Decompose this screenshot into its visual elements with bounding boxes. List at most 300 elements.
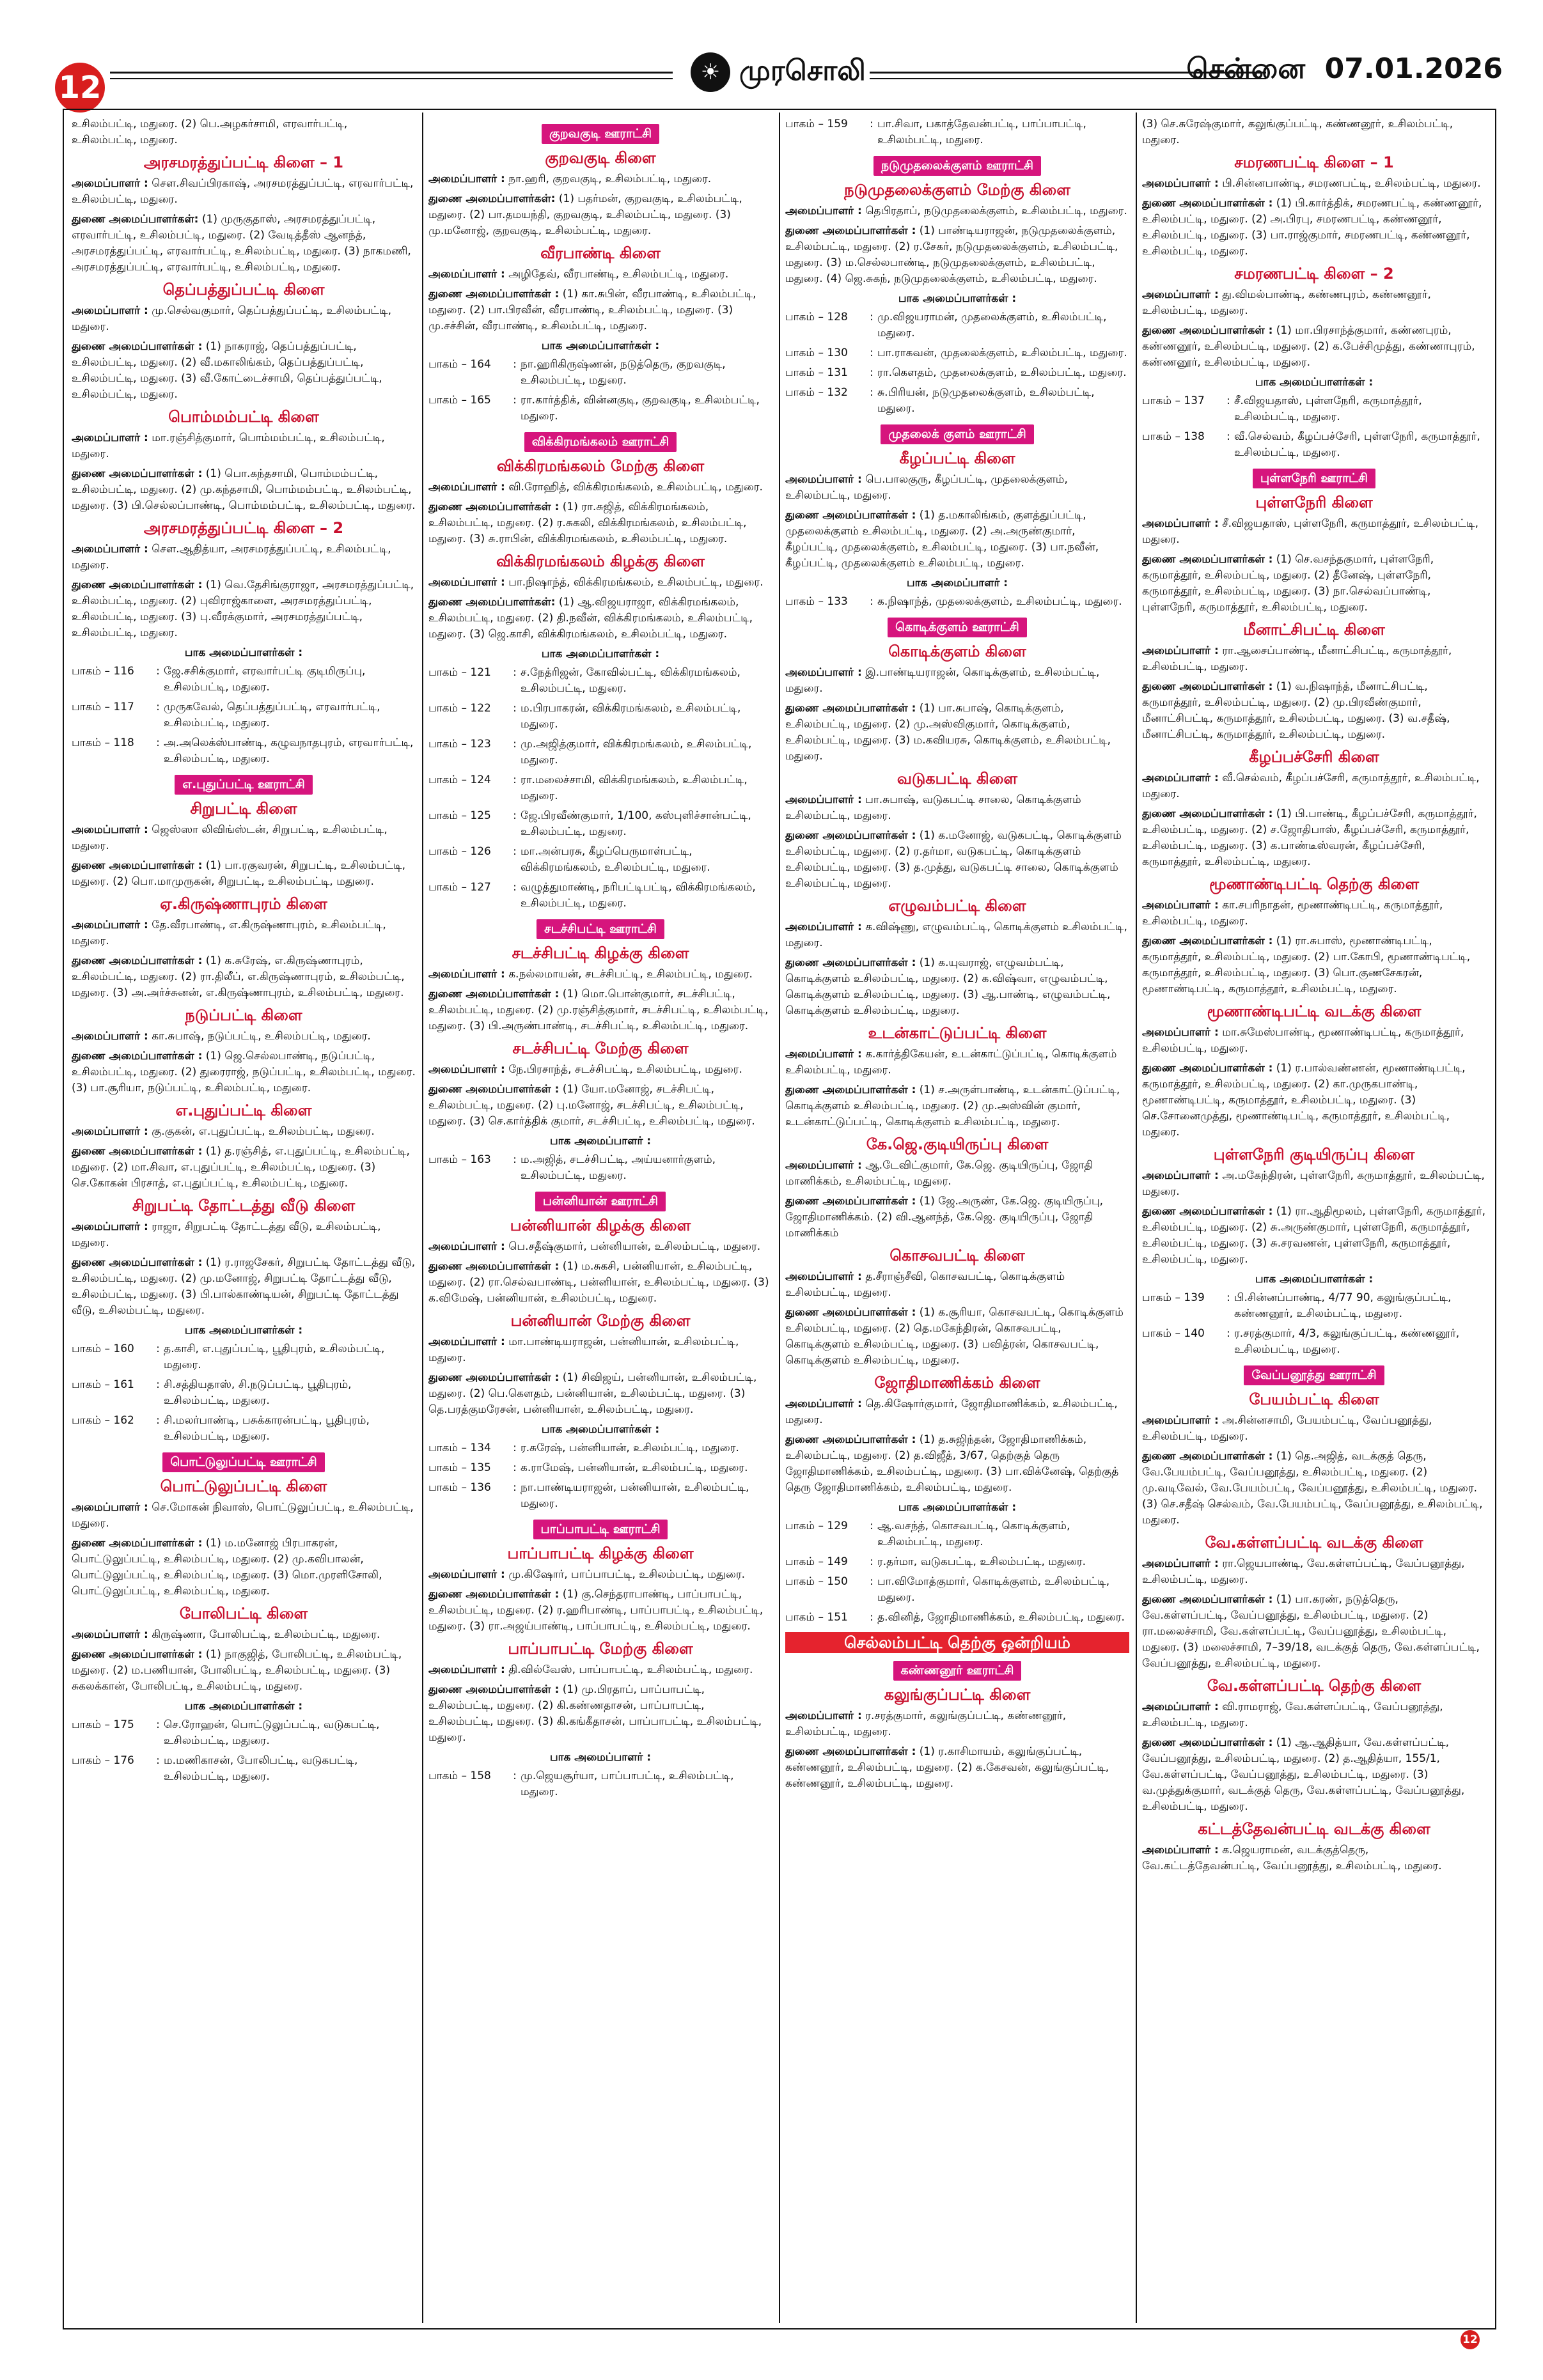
booth-number: பாகம் – 132 xyxy=(785,386,848,399)
booth-separator: : xyxy=(513,738,517,751)
booth-separator: : xyxy=(513,809,517,822)
booth-number: பாகம் – 117 xyxy=(72,701,134,713)
page-number-badge: 12 xyxy=(55,63,105,113)
booth-organiser: ஜே.பிரவீண்குமார், 1/100, கஸ்புளிச்சான்பட்டி, உசிலம்பட்டி, மதுரை. xyxy=(521,809,751,838)
role-label: துணை அமைப்பாளர்கள் : xyxy=(785,702,916,715)
role-label: அமைப்பாளர் : xyxy=(428,576,505,589)
member-entry xyxy=(785,508,1129,572)
member-details: வீ.செல்வம், கீழப்பச்சேரி, கருமாத்தூர், உசிலம்பட்டி, மதுரை. xyxy=(1142,772,1480,800)
member-entry xyxy=(428,1334,772,1366)
member-details: நே.பிரசாந்த், சடச்சிபட்டி, உசிலம்பட்டி, மதுரை. xyxy=(508,1063,742,1076)
role-label: அமைப்பாளர் : xyxy=(428,968,505,981)
booth-separator: : xyxy=(156,1718,160,1731)
member-entry xyxy=(428,1662,772,1678)
column-divider xyxy=(779,113,780,2323)
role-label: அமைப்பாளர் : xyxy=(428,481,505,494)
booth-entry xyxy=(428,1440,772,1456)
booth-section-heading: பாக அமைப்பாளர்கள் : xyxy=(184,646,303,659)
member-details: ஜெஸ்ஸா லிவிங்ஸ்டன், சிறுபட்டி, உசிலம்பட்டி, மதுரை. xyxy=(72,823,388,852)
role-label: துணை அமைப்பாளர்கள் : xyxy=(785,1084,916,1096)
member-details: (1) கா.சுபின், வீரபாண்டி, உசிலம்பட்டி, மதுரை. (2) பா.பிரவீன், வீரபாண்டி, உசிலம்பட்டி, மதுரை. (3) மு.சச்சின், வீரபாண்டி, உசிலம்பட்டி, மதுரை. xyxy=(428,288,756,332)
member-details: பா.நிஷாந்த், விக்கிரமங்கலம், உசிலம்பட்டி, மதுரை. xyxy=(508,576,764,589)
panchayat-banner-label: பாப்பாபட்டி ஊராட்சி xyxy=(533,1520,668,1539)
member-details: க.கார்த்திகேயன், உடன்காட்டுப்பட்டி, கொடிக்குளம் உசிலம்பட்டி, மதுரை. xyxy=(785,1048,1117,1077)
booth-section-heading: பாக அமைப்பாளர் : xyxy=(549,1135,652,1147)
member-details: (1) த.மகாலிங்கம், குளத்துப்பட்டி, முதலைக்குளம் உசிலம்பட்டி, மதுரை. (2) அ.அருண்குமார், கீழப்பட்டி, முதலைக்குளம், உசிலம்பட்டி, மதுரை. (3) பா.நவீன், கீழப்பட்டி, முதலைக்குளம் உசிலம்பட்டி, மதுரை. xyxy=(785,509,1099,570)
branch-heading: கட்டத்தேவன்பட்டி வடக்கு கிளை xyxy=(1198,1820,1430,1838)
role-label: அமைப்பாளர் : xyxy=(428,173,505,185)
booth-organiser: பி.சின்னப்பாண்டி, 4/77 90, கலுங்குப்பட்டி, கண்ணனூர், உசிலம்பட்டி, மதுரை. xyxy=(1234,1291,1452,1320)
booth-organiser: ர.சுரேஷ், பன்னியான், உசிலம்பட்டி, மதுரை. xyxy=(521,1442,739,1454)
booth-separator: : xyxy=(156,1414,160,1427)
member-entry xyxy=(785,665,1129,697)
role-label: அமைப்பாளர் : xyxy=(1142,644,1219,657)
member-entry xyxy=(72,577,416,641)
panchayat-banner xyxy=(72,1452,416,1472)
role-label: துணை அமைப்பாளர்கள் : xyxy=(72,1256,203,1269)
member-details: க.நல்லமாயன், சடச்சிபட்டி, உசிலம்பட்டி, மதுரை. xyxy=(508,968,753,981)
column-2 xyxy=(428,116,772,2322)
member-entry xyxy=(72,1500,416,1532)
role-label: துணை அமைப்பாளர்கள் : xyxy=(72,1145,203,1158)
booth-section-heading: பாக அமைப்பாளர்கள் : xyxy=(898,292,1017,305)
booth-organiser: ர.சரத்குமார், 4/3, கலுங்குப்பட்டி, கண்ணனூர், உசிலம்பட்டி, மதுரை. xyxy=(1234,1327,1460,1356)
booth-separator: : xyxy=(156,1754,160,1767)
panchayat-banner-label: வேப்பனூத்து ஊராட்சி xyxy=(1244,1365,1384,1385)
booth-separator: : xyxy=(513,1769,517,1782)
member-details: செ.மோகன் நிவாஸ், பொட்டுலுப்பட்டி, உசிலம்பட்டி, மதுரை. xyxy=(72,1501,414,1530)
booth-number: பாகம் – 151 xyxy=(785,1611,848,1624)
panchayat-banner-label: குறவகுடி ஊராட்சி xyxy=(542,124,659,144)
booth-separator: : xyxy=(1226,394,1230,407)
role-label: துணை அமைப்பாளர்கள் : xyxy=(72,579,203,591)
role-label: அமைப்பாளர் : xyxy=(72,1501,148,1514)
booth-entry xyxy=(428,1460,772,1476)
booth-number: பாகம் – 131 xyxy=(785,366,848,379)
branch-heading: அரசமரத்துப்பட்டி கிளை – 1 xyxy=(143,153,344,171)
member-details: சௌ.ஆதித்யா, அரசமரத்துப்பட்டி, உசிலம்பட்டி, மதுரை. xyxy=(72,543,391,572)
booth-number: பாகம் – 160 xyxy=(72,1342,134,1355)
panchayat-banner xyxy=(72,775,416,795)
role-label: அமைப்பாளர் : xyxy=(72,304,148,317)
member-entry xyxy=(785,828,1129,892)
member-entry xyxy=(1142,1204,1486,1268)
role-label: துணை அமைப்பாளர்கள் : xyxy=(1142,1593,1273,1606)
member-entry xyxy=(1142,323,1486,371)
panchayat-banner-label: எ.புதுப்பட்டி ஊராட்சி xyxy=(175,775,312,795)
booth-separator: : xyxy=(1226,430,1230,443)
member-details: (1) ஆ.ஆதித்யா, வே.கள்ளப்பட்டி, வேப்பனூத்து, உசிலம்பட்டி, மதுரை. (2) த.ஆதித்யா, 155/1, வே.கள்ளப்பட்டி, வேப்பனூத்து, உசிலம்பட்டி, மதுரை. (3) வ.முத்துக்குமார், வடக்குத் தெரு, வே.கள்ளப்பட்டி, வேப்பனூத்து, உசிலம்பட்டி, மதுரை. xyxy=(1142,1736,1465,1813)
booth-separator: : xyxy=(513,358,517,371)
member-entry xyxy=(785,1744,1129,1792)
booth-organiser: வீ.செல்வம், கீழப்பச்சேரி, புள்ளநேரி, கருமாத்தூர், உசிலம்பட்டி, மதுரை. xyxy=(1234,430,1480,459)
booth-separator: : xyxy=(870,118,873,130)
booth-section-heading: பாக அமைப்பாளர் : xyxy=(549,1751,652,1764)
member-details: (1) நாகராஜ், தெப்பத்துப்பட்டி, உசிலம்பட்டி, மதுரை. (2) வீ.மகாலிங்கம், தெப்பத்துப்பட்டி, உசிலம்பட்டி, மதுரை. (3) வீ.கோட்டைச்சாமி, தெப்பத்துப்பட்டி, உசிலம்பட்டி, மதுரை. xyxy=(72,340,382,401)
booth-number: பாகம் – 138 xyxy=(1142,430,1205,443)
booth-separator: : xyxy=(513,702,517,715)
booth-entry xyxy=(1142,393,1486,425)
member-entry xyxy=(785,1432,1129,1496)
member-details: (1) யோ.மனோஜ், சடச்சிபட்டி, உசிலம்பட்டி, மதுரை. (2) பு.மனோஜ், சடச்சிபட்டி, உசிலம்பட்டி, மதுரை. (3) செ.கார்த்திக் குமார், சடச்சிபட்டி, உசிலம்பட்டி, மதுரை. xyxy=(428,1083,755,1128)
member-entry xyxy=(428,1567,772,1583)
member-details: (1) ர.பால்வண்ணன், மூணாண்டிபட்டி, கருமாத்தூர், உசிலம்பட்டி, மதுரை. (2) கா.முருகபாண்டி, மூணாண்டிபட்டி, கருமாத்தூர், உசிலம்பட்டி, மதுரை. (3) செ.சோனைமுத்து, மூணாண்டிபட்டி, கருமாத்தூர், உசிலம்பட்டி, மதுரை. xyxy=(1142,1062,1466,1139)
booth-entry xyxy=(428,808,772,840)
booth-number: பாகம் – 121 xyxy=(428,666,491,679)
branch-heading: வே.கள்ளப்பட்டி வடக்கு கிளை xyxy=(1205,1534,1423,1552)
member-entry xyxy=(72,212,416,276)
member-entry xyxy=(72,339,416,403)
branch-heading: புள்ளநேரி கிளை xyxy=(1255,494,1373,511)
branch-heading: மூணாண்டிபட்டி தெற்கு கிளை xyxy=(1209,875,1419,893)
booth-organiser: மா.அன்பரசு, கீழப்பெருமாள்பட்டி, விக்கிரமங்கலம், உசிலம்பட்டி, மதுரை. xyxy=(521,845,710,874)
member-entry xyxy=(785,1708,1129,1740)
booth-number: பாகம் – 118 xyxy=(72,736,134,749)
role-label: அமைப்பாளர் : xyxy=(72,543,148,556)
member-entry xyxy=(72,1144,416,1192)
branch-heading: குறவகுடி கிளை xyxy=(545,149,656,167)
member-entry xyxy=(1142,1592,1486,1672)
member-details: தெபிரதாப், நடுமுதலைக்குளம், உசிலம்பட்டி, மதுரை. xyxy=(865,205,1127,217)
role-label: துணை அமைப்பாளர்கள் : xyxy=(72,1648,203,1661)
panchayat-banner xyxy=(428,919,772,939)
member-details: (1) பி.பாண்டி, கீழப்பச்சேரி, கருமாத்தூர், உசிலம்பட்டி, மதுரை. (2) ச.ஜோதிபாஸ், கீழப்பச்சேரி, கருமாத்தூர், உசிலம்பட்டி, மதுரை. (3) க.பாண்டீஸ்வரன், கீழப்பச்சேரி, கருமாத்தூர், உசிலம்பட்டி, மதுரை. xyxy=(1142,807,1477,868)
booth-entry xyxy=(1142,1326,1486,1358)
member-details: து.விமல்பாண்டி, கண்ணபுரம், கண்ணனூர், உசிலம்பட்டி, மதுரை. xyxy=(1142,288,1431,317)
role-label: அமைப்பாளர் : xyxy=(785,205,862,217)
member-entry xyxy=(785,919,1129,951)
role-label: துணை அமைப்பாளர்கள் : xyxy=(1142,807,1273,820)
member-details: (1) தெ.அஜித், வடக்குத் தெரு, வே.பேயம்பட்டி, வேப்பனூத்து, உசிலம்பட்டி, மதுரை. (2) மு.வடிவேல், வே.பேயம்பட்டி, வேப்பனூத்து, உசிலம்பட்டி, மதுரை. (3) செ.சதீஷ் செல்வம், வே.பேயம்பட்டி, வேப்பனூத்து, உசிலம்பட்டி, மதுரை. xyxy=(1142,1450,1483,1527)
member-entry xyxy=(785,1396,1129,1428)
member-entry xyxy=(428,1259,772,1307)
member-details: மா.பாண்டியராஜன், பன்னியான், உசிலம்பட்டி, மதுரை. xyxy=(428,1335,739,1364)
branch-heading: சிறுபட்டி கிளை xyxy=(190,800,297,818)
booth-entry xyxy=(785,594,1129,610)
member-details: (1) சிவிஜய், பன்னியான், உசிலம்பட்டி, மதுரை. (2) பெ.கௌதம், பன்னியான், உசிலம்பட்டி, மதுரை. (3) தெ.பரத்குமரேசன், பன்னியான், உசிலம்பட்டி, மதுரை. xyxy=(428,1371,757,1416)
booth-organiser: சி.சத்தியதாஸ், சி.நடுப்பட்டி, பூதிபுரம், உசிலம்பட்டி, மதுரை. xyxy=(164,1378,352,1407)
column-3 xyxy=(785,116,1129,2322)
member-entry xyxy=(72,1219,416,1251)
booth-separator: : xyxy=(1226,1291,1230,1304)
member-entry xyxy=(785,792,1129,824)
panchayat-banner-label: கண்ணனூர் ஊராட்சி xyxy=(893,1661,1022,1681)
branch-heading: கொடிக்குளம் கிளை xyxy=(888,642,1026,660)
booth-section-heading: பாக அமைப்பாளர்கள் : xyxy=(541,1423,660,1436)
member-details: (3) செ.சுரேஷ்குமார், கலுங்குப்பட்டி, கண்ணனூர், உசிலம்பட்டி, மதுரை. xyxy=(1142,118,1453,146)
member-details: (1) ரா.ஆதிமூலம், புள்ளநேரி, கருமாத்தூர், உசிலம்பட்டி, மதுரை. (2) சு.அருண்குமார், புள்ளநேரி, கருமாத்தூர், உசிலம்பட்டி, மதுரை. (3) சு.சரவணன், புள்ளநேரி, கருமாத்தூர், உசிலம்பட்டி, மதுரை. xyxy=(1142,1205,1485,1266)
branch-heading: பன்னியான் மேற்கு கிளை xyxy=(510,1312,691,1330)
branch-heading: விக்கிரமங்கலம் கிழக்கு கிளை xyxy=(496,552,705,570)
booth-number: பாகம் – 162 xyxy=(72,1414,134,1427)
member-details: (1) க.யுவராஜ், எழுவம்பட்டி, கொடிக்குளம் உசிலம்பட்டி, மதுரை. (2) க.விஷ்வா, எழுவம்பட்டி, கொடிக்குளம் உசிலம்பட்டி, மதுரை. (3) ஆ.பாண்டி, எழுவம்பட்டி, கொடிக்குளம் உசிலம்பட்டி, மதுரை. xyxy=(785,956,1111,1017)
booth-separator: : xyxy=(156,1342,160,1355)
booth-organiser: பா.சிவா, பகாத்தேவன்பட்டி, பாப்பாபட்டி, உசிலம்பட்டி, மதுரை. xyxy=(877,118,1086,146)
member-details: க.விஷ்ணு, எழுவம்பட்டி, கொடிக்குளம் உசிலம்பட்டி, மதுரை. xyxy=(785,921,1127,949)
booth-number: பாகம் – 163 xyxy=(428,1153,491,1166)
role-label: அமைப்பாளர் : xyxy=(428,1240,505,1253)
member-details: மு.கிஷோர், பாப்பாபட்டி, உசிலம்பட்டி, மதுரை. xyxy=(508,1568,746,1581)
branch-heading: நடுப்பட்டி கிளை xyxy=(185,1006,302,1024)
role-label: அமைப்பாளர் : xyxy=(785,473,862,486)
booth-organiser: ஆ.வசந்த், கொசவபட்டி, கொடிக்குளம், உசிலம்பட்டி, மதுரை. xyxy=(877,1520,1070,1548)
role-label: அமைப்பாளர் : xyxy=(72,432,148,444)
role-label: அமைப்பாளர் : xyxy=(1142,1700,1219,1713)
role-label: அமைப்பாளர் : xyxy=(72,1030,148,1043)
branch-heading: உடன்காட்டுப்பட்டி கிளை xyxy=(868,1024,1047,1042)
booth-entry xyxy=(72,699,416,731)
panchayat-banner xyxy=(428,124,772,144)
branch-heading: கொசவபட்டி கிளை xyxy=(889,1247,1025,1264)
member-details: (1) மா.பிரசாந்த்குமார், கண்ணபுரம், கண்ணனூர், உசிலம்பட்டி, மதுரை. (2) க.பேச்சிமுத்து, கண்ணாபுரம், கண்ணனூர், உசிலம்பட்டி, மதுரை. xyxy=(1142,324,1475,369)
role-label: அமைப்பாளர் : xyxy=(1142,288,1219,301)
masthead-rule-left-thin xyxy=(110,78,673,79)
column-4 xyxy=(1142,116,1486,2322)
member-details: (1) ரா.சுபாஸ், மூணாண்டிபட்டி, கருமாத்தூர், உசிலம்பட்டி, மதுரை. (2) பா.கோபி, மூணாண்டிபட்டி, கருமாத்தூர், உசிலம்பட்டி, மதுரை. (3) பொ.குணசேகரன், மூணாண்டிபட்டி, கருமாத்தூர், உசிலம்பட்டி, மதுரை. xyxy=(1142,935,1471,995)
booth-organiser: சீ.விஜயதாஸ், புள்ளநேரி, கருமாத்தூர், உசிலம்பட்டி, மதுரை. xyxy=(1234,394,1422,423)
role-label: அமைப்பாளர் : xyxy=(1142,517,1219,530)
booth-number: பாகம் – 133 xyxy=(785,595,848,608)
booth-number: பாகம் – 158 xyxy=(428,1769,491,1782)
member-details: ராஜா, சிறுபட்டி தோட்டத்து வீடு, உசிலம்பட்டி, மதுரை. xyxy=(72,1220,381,1249)
member-details: (1) த.சுஜிந்தன், ஜோதிமாணிக்கம், உசிலம்பட்டி, மதுரை. (2) த.விஜீத், 3/67, தெற்குத் தெரு ஜோதிமாணிக்கம், உசிலம்பட்டி, மதுரை. (3) பா.விக்னேஷ், தெற்குத் தெரு ஜோதிமாணிக்கம், உசிலம்பட்டி, மதுரை. xyxy=(785,1433,1119,1494)
union-banner: செல்லம்பட்டி தெற்கு ஒன்றியம் xyxy=(785,1632,1129,1653)
member-entry xyxy=(428,1587,772,1635)
booth-organiser: க.ராமேஷ், பன்னியான், உசிலம்பட்டி, மதுரை. xyxy=(521,1461,748,1474)
booth-number: பாகம் – 150 xyxy=(785,1575,848,1588)
booth-entry xyxy=(785,345,1129,361)
booth-entry xyxy=(428,393,772,424)
booth-separator: : xyxy=(156,736,160,749)
booth-organiser: அ.அலெக்ஸ்பாண்டி, கழுவநாதபுரம், எரவார்பட்டி, உசிலம்பட்டி, மதுரை. xyxy=(164,736,414,765)
booth-number: பாகம் – 125 xyxy=(428,809,491,822)
role-label: அமைப்பாளர் : xyxy=(72,1220,148,1233)
booth-separator: : xyxy=(156,701,160,713)
member-details: த.சீராஞ்சீவி, கொசவபட்டி, கொடிக்குளம் உசிலம்பட்டி, மதுரை. xyxy=(785,1270,1065,1299)
member-details: நா.ஹரி, குறவகுடி, உசிலம்பட்டி, மதுரை. xyxy=(508,173,712,185)
member-details: உசிலம்பட்டி, மதுரை. (2) பெ.அழகர்சாமி, எரவார்பட்டி, உசிலம்பட்டி, மதுரை. xyxy=(72,118,348,146)
panchayat-banner-label: முதலைக் குளம் ஊராட்சி xyxy=(881,424,1033,444)
member-details: (1) ம.மனோஜ் பிரபாகரன், பொட்டுலுப்பட்டி, உசிலம்பட்டி, மதுரை. (2) மு.கவிபாலன், பொட்டுலுப்பட்டி, உசிலம்பட்டி, மதுரை. (3) மொ.முரளிசோலி, பொட்டுலுப்பட்டி, உசிலம்பட்டி, மதுரை. xyxy=(72,1537,382,1598)
booth-number: பாகம் – 124 xyxy=(428,774,491,786)
member-entry xyxy=(1142,176,1486,192)
role-label: அமைப்பாளர் : xyxy=(428,1568,505,1581)
role-label: துணை அமைப்பாளர்கள் : xyxy=(785,1195,916,1208)
member-details: (1) ர.காசிமாயம், கலுங்குப்பட்டி, கண்ணனூர், உசிலம்பட்டி, மதுரை. (2) க.கேசவன், கலுங்குப்பட்டி, கண்ணனூர், உசிலம்பட்டி, மதுரை. xyxy=(785,1745,1109,1790)
booth-number: பாகம் – 137 xyxy=(1142,394,1205,407)
booth-separator: : xyxy=(870,311,873,323)
booth-separator: : xyxy=(513,394,517,407)
member-entry xyxy=(785,1158,1129,1190)
booth-entry xyxy=(785,1610,1129,1626)
booth-separator: : xyxy=(513,774,517,786)
booth-section-heading: பாக அமைப்பாளர்கள் : xyxy=(541,339,660,352)
branch-heading: போலிபட்டி கிளை xyxy=(179,1605,308,1622)
member-entry xyxy=(428,191,772,239)
booth-entry xyxy=(785,365,1129,381)
member-entry xyxy=(428,1062,772,1078)
member-details: (1) ஜெ.செல்லபாண்டி, நடுப்பட்டி, உசிலம்பட்டி, மதுரை. (2) துரைராஜ், நடுப்பட்டி, உசிலம்பட்டி, மதுரை. (3) பா.சூரியா, நடுப்பட்டி, உசிலம்பட்டி, மதுரை. xyxy=(72,1050,416,1094)
member-entry xyxy=(72,116,416,148)
member-entry xyxy=(785,955,1129,1019)
role-label: துணை அமைப்பாளர்கள் : xyxy=(1142,680,1273,693)
role-label: துணை அமைப்பாளர்கள் : xyxy=(785,956,916,969)
masthead-rule-left xyxy=(110,72,673,74)
booth-number: பாகம் – 176 xyxy=(72,1754,134,1767)
role-label: துணை அமைப்பாளர்கள் : xyxy=(1142,553,1273,566)
role-label: துணை அமைப்பாளர்கள் : xyxy=(785,1433,916,1446)
role-label: துணை அமைப்பாளர்கள் : xyxy=(1142,1205,1273,1218)
booth-organiser: க.நிஷாந்த், முதலைக்குளம், உசிலம்பட்டி, மதுரை. xyxy=(877,595,1122,608)
booth-entry xyxy=(428,1152,772,1184)
booth-separator: : xyxy=(870,1520,873,1532)
member-entry xyxy=(72,1029,416,1045)
booth-number: பாகம் – 175 xyxy=(72,1718,134,1731)
booth-organiser: ரா.கார்த்திக், வின்னகுடி, குறவகுடி, உசிலம்பட்டி, மதுரை. xyxy=(521,394,760,423)
member-entry xyxy=(72,1048,416,1096)
panchayat-banner-label: பொட்டுலுப்பட்டி ஊராட்சி xyxy=(162,1452,324,1472)
member-entry xyxy=(72,430,416,462)
role-label: அமைப்பாளர் : xyxy=(1142,1844,1219,1856)
booth-entry xyxy=(72,1717,416,1749)
member-details: (1) பா.கரண், நடுத்தெரு, வே.கள்ளப்பட்டி, வேப்பனூத்து, உசிலம்பட்டி, மதுரை. (2) ரா.மலைச்சாமி, வே.கள்ளப்பட்டி, வேப்பனூத்து, உசிலம்பட்டி, மதுரை. (3) மலைச்சாமி, 7–39/18, வடக்குத் தெரு, வே.கள்ளப்பட்டி, வேப்பனூத்து, உசிலம்பட்டி, மதுரை. xyxy=(1142,1593,1480,1670)
member-details: (1) ஆ.விஜயராஜா, விக்கிரமங்கலம், உசிலம்பட்டி, மதுரை. (2) தி.நவீன், விக்கிரமங்கலம், உசிலம்பட்டி, மதுரை. (3) ஜெ.காசி, விக்கிரமங்கலம், உசிலம்பட்டி, மதுரை. xyxy=(428,596,753,641)
branch-heading: பேயம்பட்டி கிளை xyxy=(1249,1390,1379,1408)
booth-organiser: வழுத்துமாண்டி, நரிபட்டிபட்டி, விக்கிரமங்கலம், உசிலம்பட்டி, மதுரை. xyxy=(521,881,756,910)
member-entry xyxy=(785,472,1129,504)
branch-heading: ஜோதிமாணிக்கம் கிளை xyxy=(874,1374,1040,1392)
member-entry xyxy=(785,701,1129,765)
role-label: துணை அமைப்பாளர்கள் : xyxy=(428,1260,560,1273)
booth-section-heading: பாக அமைப்பாளர்கள் : xyxy=(184,1324,303,1337)
booth-separator: : xyxy=(870,595,873,608)
booth-organiser: த.வினித், ஜோதிமாணிக்கம், உசிலம்பட்டி, மதுரை. xyxy=(877,1611,1125,1624)
booth-organiser: ஜே.சசிக்குமார், எரவார்பட்டி குடிமிருப்பு, உசிலம்பட்டி, மதுரை. xyxy=(164,665,366,694)
branch-heading: பன்னியான் கிழக்கு கிளை xyxy=(510,1217,691,1234)
booth-separator: : xyxy=(513,1153,517,1166)
member-entry xyxy=(1142,1699,1486,1731)
booth-organiser: த.காசி, எ.புதுப்பட்டி, பூதிபுரம், உசிலம்பட்டி, மதுரை. xyxy=(164,1342,385,1371)
role-label: துணை அமைப்பாளர்கள் : xyxy=(428,1083,560,1096)
member-details: ஆ.டேவிட்குமார், கே.ஜெ. குடியிருப்பு, ஜோதி மாணிக்கம், உசிலம்பட்டி, மதுரை. xyxy=(785,1159,1093,1188)
sun-logo-icon: ☀ xyxy=(691,52,730,92)
member-entry xyxy=(1142,1025,1486,1057)
booth-entry xyxy=(428,1480,772,1512)
member-entry xyxy=(785,1269,1129,1301)
member-details: மா.சுமேஸ்பாண்டி, மூணாண்டிபட்டி, கருமாத்தூர், உசிலம்பட்டி, மதுரை. xyxy=(1142,1026,1464,1055)
role-label: அமைப்பாளர் : xyxy=(1142,1026,1219,1039)
role-label: துணை அமைப்பாளர்கள் : xyxy=(1142,935,1273,947)
booth-separator: : xyxy=(870,1575,873,1588)
role-label: அமைப்பாளர் : xyxy=(428,1063,505,1076)
booth-entry xyxy=(428,357,772,389)
member-entry xyxy=(1142,196,1486,260)
role-label: அமைப்பாளர் : xyxy=(785,793,862,806)
booth-entry xyxy=(1142,429,1486,461)
member-entry xyxy=(428,967,772,983)
booth-number: பாகம் – 149 xyxy=(785,1555,848,1568)
booth-entry xyxy=(72,1341,416,1373)
member-entry xyxy=(72,917,416,949)
role-label: துணை அமைப்பாளர்கள் : xyxy=(785,224,916,237)
branch-heading: தெப்பத்துப்பட்டி கிளை xyxy=(162,281,325,299)
role-label: அமைப்பாளர் : xyxy=(785,1270,862,1283)
booth-separator: : xyxy=(513,1481,517,1494)
booth-organiser: மு.அஜித்குமார், விக்கிரமங்கலம், உசிலம்பட்டி, மதுரை. xyxy=(521,738,752,766)
member-entry xyxy=(72,1124,416,1140)
member-details: (1) க.மனோஜ், வடுகபட்டி, கொடிக்குளம் உசிலம்பட்டி, மதுரை. (2) ர.தர்மா, வடுகபட்டி, கொடிக்குளம் உசிலம்பட்டி, மதுரை. (3) த.முத்து, வடுகபட்டி சாலை, கொடிக்குளம் உசிலம்பட்டி, மதுரை. xyxy=(785,829,1122,890)
booth-number: பாகம் – 129 xyxy=(785,1520,848,1532)
member-entry xyxy=(785,223,1129,287)
booth-separator: : xyxy=(870,346,873,359)
member-details: பா.சுபாஷ், வடுகபட்டி சாலை, கொடிக்குளம் உசிலம்பட்டி, மதுரை. xyxy=(785,793,1081,822)
member-entry xyxy=(1142,898,1486,929)
booth-separator: : xyxy=(156,665,160,678)
role-label: துணை அமைப்பாளர்கள் : xyxy=(72,1050,203,1062)
panchayat-banner-label: கொடிக்குளம் ஊராட்சி xyxy=(888,618,1027,637)
member-details: (1) வ.நிஷாந்த், மீனாட்சிபட்டி, கருமாத்தூர், உசிலம்பட்டி, மதுரை. (2) மு.பிரவீண்குமார், மீனாட்சிபட்டி, கருமாத்தூர், உசிலம்பட்டி, மதுரை. (3) வ.சதீஷ், மீனாட்சிபட்டி, கருமாத்தூர், உசிலம்பட்டி, மதுரை. xyxy=(1142,680,1450,741)
role-label: துணை அமைப்பாளர்கள் : xyxy=(1142,1736,1273,1749)
member-details: மு.செல்வகுமார், தெப்பத்துப்பட்டி, உசிலம்பட்டி, மதுரை. xyxy=(72,304,391,333)
member-details: சீ.விஜயதாஸ், புள்ளநேரி, கருமாத்தூர், உசிலம்பட்டி, மதுரை. xyxy=(1142,517,1478,546)
role-label: அமைப்பாளர் : xyxy=(428,268,505,281)
member-entry xyxy=(1142,643,1486,675)
role-label: அமைப்பாளர் : xyxy=(72,919,148,931)
branch-heading: ஏ.கிருஷ்ணாபுரம் கிளை xyxy=(160,895,327,913)
member-entry xyxy=(72,822,416,854)
member-details: ரா.ஆசைப்பாண்டி, மீனாட்சிபட்டி, கருமாத்தூர், உசிலம்பட்டி, மதுரை. xyxy=(1142,644,1452,673)
booth-entry xyxy=(428,665,772,697)
booth-entry xyxy=(428,772,772,804)
role-label: அமைப்பாளர் : xyxy=(1142,1169,1219,1182)
role-label: அமைப்பாளர் : xyxy=(428,1335,505,1348)
member-details: கிருஷ்ணா, போலிபட்டி, உசிலம்பட்டி, மதுரை. xyxy=(152,1628,380,1641)
member-details: அ.மகேந்திரன், புள்ளநேரி, கருமாத்தூர், உசிலம்பட்டி, மதுரை. xyxy=(1142,1169,1485,1198)
booth-number: பாகம் – 128 xyxy=(785,311,848,323)
role-label: துணை அமைப்பாளர்கள் : xyxy=(428,988,560,1000)
member-details: சௌ.சிவப்பிரகாஷ், அரசமரத்துப்பட்டி, எரவார்பட்டி, உசிலம்பட்டி, மதுரை. xyxy=(72,177,414,206)
member-entry xyxy=(428,595,772,642)
branch-heading: சடச்சிபட்டி மேற்கு கிளை xyxy=(512,1039,689,1057)
booth-entry xyxy=(785,385,1129,417)
role-label: துணை அமைப்பாளர்கள் : xyxy=(72,1537,203,1550)
member-details: கு.குகன், எ.புதுப்பட்டி, உசிலம்பட்டி, மதுரை. xyxy=(152,1125,375,1138)
member-entry xyxy=(1142,516,1486,548)
booth-number: பாகம் – 135 xyxy=(428,1461,491,1474)
member-details: கா.சுபாஷ், நடுப்பட்டி, உசிலம்பட்டி, மதுரை. xyxy=(152,1030,371,1043)
member-entry xyxy=(1142,1413,1486,1445)
branch-heading: மீனாட்சிபட்டி கிளை xyxy=(1243,621,1385,639)
booth-separator: : xyxy=(513,1461,517,1474)
member-details: (1) க.சூரியா, கொசவபட்டி, கொடிக்குளம் உசிலம்பட்டி, மதுரை. (2) தெ.மகேந்திரன், கொசவபட்டி, கொடிக்குளம் உசிலம்பட்டி, மதுரை. (3) பவித்ரன், கொசவபட்டி, கொடிக்குளம் உசிலம்பட்டி, மதுரை. xyxy=(785,1306,1124,1367)
role-label: அமைப்பாளர் : xyxy=(428,1663,505,1676)
role-label: துணை அமைப்பாளர்கள் : xyxy=(72,859,203,872)
role-label: அமைப்பாளர் : xyxy=(72,823,148,836)
branch-heading: சிறுபட்டி தோட்டத்து வீடு கிளை xyxy=(132,1197,356,1215)
booth-separator: : xyxy=(870,386,873,399)
booth-number: பாகம் – 136 xyxy=(428,1481,491,1494)
branch-heading: விக்கிரமங்கலம் மேற்கு கிளை xyxy=(496,457,705,475)
booth-entry xyxy=(72,1753,416,1785)
booth-entry xyxy=(72,1413,416,1445)
role-label: துணை அமைப்பாளர்கள் : xyxy=(428,288,560,300)
member-details: (1) வெ.தேசிங்குராஜா, அரசமரத்துப்பட்டி, உசிலம்பட்டி, மதுரை. (2) புவிராஜ்காளை, அரசமரத்துப்பட்டி, உசிலம்பட்டி, மதுரை. (3) பு.வீரக்குமார், அரசமரத்துப்பட்டி, உசிலம்பட்டி, மதுரை. xyxy=(72,579,414,639)
member-details: (1) க.சுரேஷ், எ.கிருஷ்ணாபுரம், உசிலம்பட்டி, மதுரை. (2) ரா.திலீப், எ.கிருஷ்ணாபுரம், உசிலம்பட்டி, மதுரை. (3) அ.அர்ச்சுனன், எ.கிருஷ்ணாபுரம், உசிலம்பட்டி, மதுரை. xyxy=(72,954,405,999)
member-entry xyxy=(1142,679,1486,743)
newspaper-name: முரசொலி xyxy=(739,54,866,87)
booth-organiser: ர.தர்மா, வடுகபட்டி, உசிலம்பட்டி, மதுரை. xyxy=(877,1555,1086,1568)
branch-heading: பாப்பாபட்டி மேற்கு கிளை xyxy=(508,1640,693,1658)
